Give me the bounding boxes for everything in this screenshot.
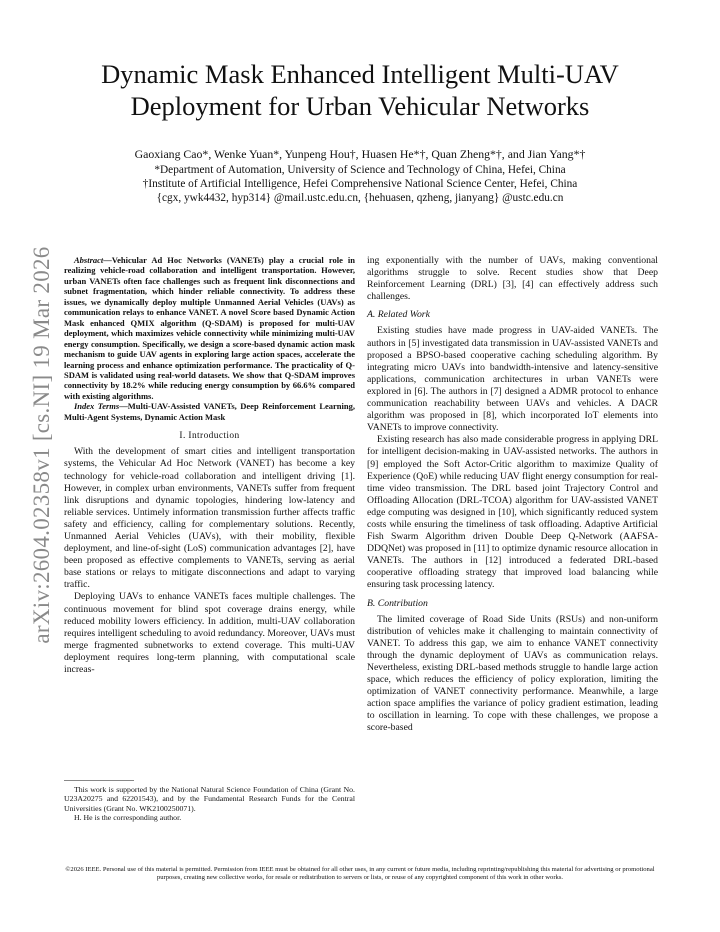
footnote-funding: This work is supported by the National Natural Science Foundation of China (Grant No. U23A20275 and 62201543), and by the Fundamental Research Funds for the Central Universities (Grant No. WK2100250071). [64, 785, 355, 813]
author-block [60, 147, 660, 205]
affiliation-2: †Institute of Artificial Intelligence, Hefei Comprehensive National Science Center, Hefei, China [142, 178, 578, 190]
contribution-paragraph-1: The limited coverage of Road Side Units (RSUs) and non-uniform distribution of vehicles make it challenging to maintain connectivity of VANET. To address this gap, we aim to enhance VANET connectivity through the dynamic deployment of UAVs as communication relays. Nevertheless, existing DRL-based methods struggle to handle large action space, which reduces the efficiency of policy exploration, limiting the optimization of VANET connectivity performance. Meanwhile, a large action space amplifies the variance of policy gradient estimation, leading to oscillation in learning. To cope with these challenges, we propose a score-based [367, 613, 658, 734]
title-line-1: Dynamic Mask Enhanced Intelligent Multi-UAV [101, 59, 619, 89]
intro-paragraph-1: With the development of smart cities and intelligent transportation systems, the Vehicular Ad Hoc Network (VANET) has become a key technology for vehicle-road collaboration and intelligent driving [1]. However, in complex urban environments, VANETs suffer from frequent link disruptions and dynamic topologies, hindering low-latency and reliable services. Untimely information transmission further affects traffic safety and efficiency, calling for complementary solutions. Recently, Unmanned Aerial Vehicles (UAVs), with their mobility, flexible deployment, and line-of-sight (LoS) communication advantages [2], have been proposed as effective complements to VANETs, serving as aerial base stations or relays to mitigate disconnections and adapt to varying traffic. [64, 446, 355, 591]
abstract [64, 255, 355, 401]
index-terms [64, 401, 355, 422]
footnote-corresponding: H. He is the corresponding author. [74, 813, 182, 823]
title-line-2: Deployment for Urban Vehicular Networks [130, 91, 590, 121]
intro-paragraph-2: Deploying UAVs to enhance VANETs faces multiple challenges. The continuous movement for blind spot coverage drains energy, while reduced mobility lowers efficiency. In addition, multi-UAV collaboration requires intelligent scheduling to avoid redundancy. Moreover, UAVs must merge fragmented subnetworks to extend coverage. This multi-UAV deployment requires long-term planning, with computational scale increas- [64, 591, 355, 676]
footnote [64, 785, 355, 823]
author-names: Gaoxiang Cao*, Wenke Yuan*, Yunpeng Hou†, Huasen He*†, Quan Zheng*†, and Jian Yang*† [134, 147, 586, 161]
section-heading-introduction: I. Introduction [179, 431, 240, 442]
related-work-paragraph-1: Existing studies have made progress in UAV-aided VANETs. The authors in [5] investigated data transmission in UAV-assisted VANETs and proposed a BPSO-based cooperative caching scheduling algorithm. By integrating micro UAVs into bandwidth-intensive and latency-sensitive applications, communication architectures in urban VANETs were explored in [6]. The authors in [7] designed a ADMR protocol to enhance communication reachability between UAVs and vehicles. A DACR algorithm was proposed in [8], which incorporated IoT elements into VANETs to improve connectivity. [367, 325, 658, 434]
index-terms-label: Index Terms [74, 401, 120, 412]
abstract-text: —Vehicular Ad Hoc Networks (VANETs) play a crucial role in realizing vehicle-road collaboration and intelligent transportation. However, urban VANETs often face challenges such as frequent link disconnections and subnet fragmentation, which hinder reliable connectivity. To address these issues, we dynamically deploy multiple Unmanned Aerial Vehicles (UAVs) as communication relays to enhance VANET. A novel Score based Dynamic Action Mask enhanced QMIX algorithm (Q-SDAM) is proposed for multi-UAV deployment, which maximizes vehicle connectivity while minimizing multi-UAV energy consumption. Specifically, we design a score-based dynamic action mask mechanism to guide UAV agents in exploring large action spaces, accelerate the learning process and enhance optimization performance. The practicality of Q-SDAM is validated using real-world datasets. We show that Q-SDAM improves connectivity by 18.2% while reducing energy consumption by 66.6% compared with existing algorithms. [64, 255, 355, 401]
paper-title [70, 58, 650, 122]
abstract-label: Abstract [74, 255, 104, 265]
footnote-rule [64, 780, 134, 781]
arxiv-identifier [0, 0, 60, 932]
intro-continuation: ing exponentially with the number of UAVs, making conventional algorithms struggle to solve. Recent studies show that Deep Reinforcement Learning (DRL) [3], [4] can effectively address such challenges. [367, 255, 658, 303]
related-work-paragraph-2: Existing research has also made considerable progress in applying DRL for intelligent decision-making in UAV-assisted networks. The authors in [9] employed the Soft Actor-Critic algorithm to maximize Quality of Experience (QoE) while reducing UAV flight energy consumption for real-time video transmission. The DRL based joint Trajectory Control and Offloading Allocation (DRL-TCOA) algorithm for UAV-assisted VANET edge computing was designed in [10], which significantly reduced system costs while ensuring the timeliness of task offloading. Adaptive Artificial Fish Swarm Algorithm driven Double Deep Q-Network (AAFSA-DDQNet) was proposed in [11] to optimize dynamic resource allocation in VANETs. The authors in [12] introduced a federated DRL-based cooperative offloading strategy that improved load balancing while ensuring task processing latency. [367, 434, 658, 591]
arxiv-id-text: arXiv:2604.02358v1 [cs.NI] 19 Mar 2026 [29, 246, 54, 644]
copyright-notice: ©2026 IEEE. Personal use of this material is permitted. Permission from IEEE must be obtained for all other uses, in any current or future media, including reprinting/republishing this material for advertising or promotional purposes, creating new collective works, for resale or redistribution to servers or lists, or reuse of any copyrighted component of this work in other works. [65, 866, 655, 881]
right-column [367, 255, 658, 735]
subsection-heading-related-work: A. Related Work [367, 309, 430, 321]
affiliation-1: *Department of Automation, University of Science and Technology of China, Hefei, China [154, 164, 566, 176]
left-column [64, 255, 355, 676]
subsection-heading-contribution: B. Contribution [367, 597, 428, 609]
author-emails: {cgx, ywk4432, hyp314} @mail.ustc.edu.cn, {hehuasen, qzheng, jianyang} @ustc.edu.cn [156, 192, 564, 204]
index-terms-text: —Multi-UAV-Assisted VANETs, Deep Reinforcement Learning, Multi-Agent Systems, Dynamic Action Mask [64, 401, 355, 422]
